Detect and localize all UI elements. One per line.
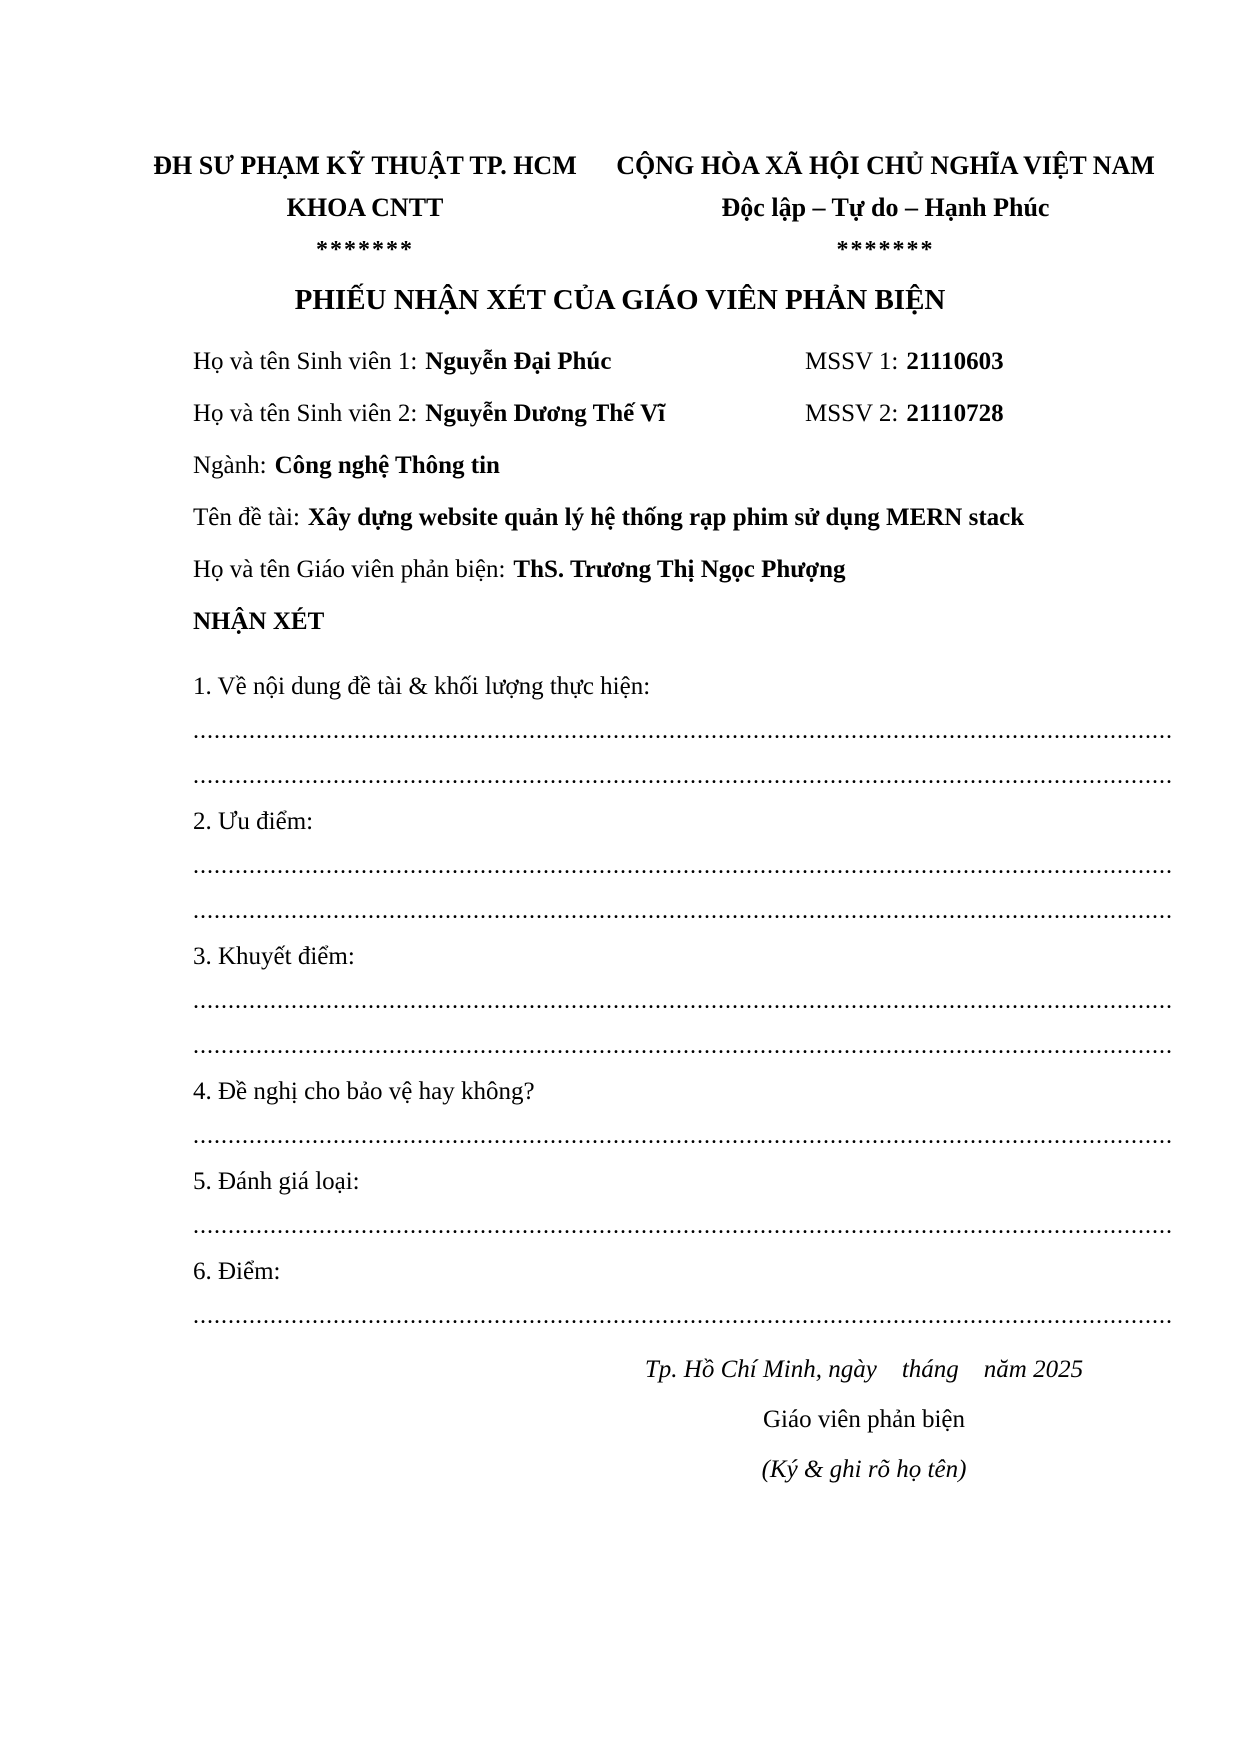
dotted-answer-line: ............................................................................................................................................ — [193, 988, 1173, 1014]
form-title: PHIẾU NHẬN XÉT CỦA GIÁO VIÊN PHẢN BIỆN — [294, 284, 946, 316]
section-6-label: 6. Điểm: — [193, 1258, 281, 1285]
section-5-label: 5. Đánh giá loại: — [193, 1168, 360, 1195]
header-left — [150, 145, 580, 271]
header-right-stars: ******* — [836, 237, 935, 263]
major-row — [193, 440, 1168, 492]
topic-value: Xây dựng website quản lý hệ thống rạp phim sử dụng MERN stack — [307, 504, 1025, 531]
student2-row — [193, 388, 1168, 440]
signature-note: (Ký & ghi rõ họ tên) — [761, 1456, 967, 1483]
section-1-label: 1. Về nội dung đề tài & khối lượng thực hiện: — [193, 673, 651, 700]
student1-name: Nguyễn Đại Phúc — [425, 348, 612, 375]
section-4-label: 4. Đề nghị cho bảo vệ hay không? — [193, 1078, 535, 1105]
dotted-answer-line: ............................................................................................................................................ — [193, 1213, 1173, 1239]
dotted-answer-line: ............................................................................................................................................ — [193, 718, 1173, 744]
dotted-answer-line: ............................................................................................................................................ — [193, 853, 1173, 879]
student2-name: Nguyễn Dương Thế Vĩ — [425, 400, 666, 427]
dotted-answer-line: ............................................................................................................................................ — [193, 1033, 1173, 1059]
reviewer-row — [193, 544, 1168, 596]
dotted-answer-line: ............................................................................................................................................ — [193, 898, 1173, 924]
reviewer-name: ThS. Trương Thị Ngọc Phượng — [513, 556, 846, 583]
mssv1-label: MSSV 1: — [805, 348, 899, 375]
mssv2-label: MSSV 2: — [805, 400, 899, 427]
signature-role: Giáo viên phản biện — [762, 1406, 966, 1433]
dotted-answer-line: ............................................................................................................................................ — [193, 763, 1173, 789]
student1-row — [193, 336, 1168, 388]
mssv1-value: 21110603 — [906, 348, 1004, 375]
student1-label: Họ và tên Sinh viên 1: — [193, 348, 418, 375]
university-name: ĐH SƯ PHẠM KỸ THUẬT TP. HCM — [153, 151, 577, 180]
national-motto-line2: Độc lập – Tự do – Hạnh Phúc — [721, 193, 1050, 222]
mssv1 — [805, 336, 1004, 388]
topic-row — [193, 492, 1168, 544]
header-right — [603, 145, 1168, 271]
national-motto-line1: CỘNG HÒA XÃ HỘI CHỦ NGHĨA VIỆT NAM — [616, 151, 1155, 180]
topic-label: Tên đề tài: — [193, 504, 300, 531]
comments-heading: NHẬN XÉT — [193, 608, 325, 635]
major-label: Ngành: — [193, 452, 267, 479]
reviewer-label: Họ và tên Giáo viên phản biện: — [193, 556, 506, 583]
header-left-stars: ******* — [316, 237, 414, 263]
section-3-label: 3. Khuyết điểm: — [193, 943, 355, 970]
major-value: Công nghệ Thông tin — [274, 452, 500, 479]
signature-place-date: Tp. Hồ Chí Minh, ngày tháng năm 2025 — [644, 1356, 1084, 1383]
section-2-label: 2. Ưu điểm: — [193, 808, 314, 835]
info-block — [193, 336, 1168, 648]
signature-block — [560, 1345, 1168, 1495]
dotted-answer-line: ............................................................................................................................................ — [193, 1303, 1173, 1329]
student2-label: Họ và tên Sinh viên 2: — [193, 400, 418, 427]
dotted-answer-line: ............................................................................................................................................ — [193, 1123, 1173, 1149]
mssv2 — [805, 388, 1004, 440]
comments-sections — [193, 664, 1173, 1339]
faculty-name: KHOA CNTT — [286, 193, 444, 222]
mssv2-value: 21110728 — [906, 400, 1004, 427]
